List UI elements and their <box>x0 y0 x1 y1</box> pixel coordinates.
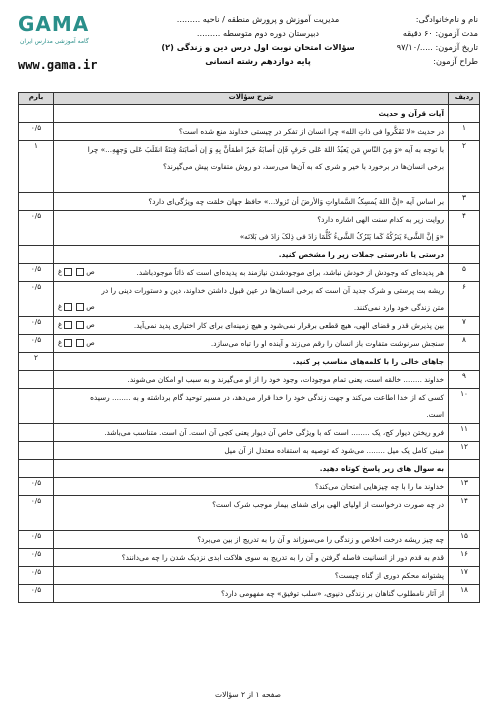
header-question-text: شرح سؤالات <box>54 93 449 105</box>
question-number: ۸ <box>449 335 480 353</box>
question-text <box>54 549 449 567</box>
question-number <box>449 246 480 264</box>
header-center-line: دبیرستان دوره دوم متوسطه ......... <box>196 28 320 38</box>
question-score: ۰/۵ <box>19 478 54 496</box>
question-score: ۰/۵ <box>19 211 54 246</box>
question-score <box>19 371 54 389</box>
question-row <box>19 193 480 211</box>
question-row <box>19 442 480 460</box>
question-line: خداوند ما را با چه چیزهایی امتحان می‌کند؟ <box>314 482 444 491</box>
question-number: ۱۰ <box>449 389 480 424</box>
question-text <box>54 317 449 335</box>
true-label: ص <box>86 303 95 311</box>
question-number: ۹ <box>449 371 480 389</box>
question-text <box>54 282 449 317</box>
question-score <box>19 460 54 478</box>
question-line: صغ بین پذیرش قدر و قضای الهی، هیچ قطعی برقرار نمی‌شود و هیچ زمینه‌ای برای کار اختیاری پدید نمی‌آید. <box>58 317 444 334</box>
question-text <box>54 531 449 549</box>
section-title-row <box>19 353 480 371</box>
question-line: در حدیث «لا تَفَکَّروا فی ذاتِ الله» چرا انسان از تفکر در چیستی خداوند منع شده است؟ <box>178 127 444 136</box>
question-score <box>19 389 54 424</box>
header-right-line: مدت آزمون: ۶۰ دقیقه <box>402 28 478 38</box>
question-row <box>19 141 480 193</box>
question-row <box>19 211 480 246</box>
header-right-line: طراح آزمون: <box>433 56 478 66</box>
question-line: است. <box>426 410 444 419</box>
question-text <box>54 478 449 496</box>
section-title-row <box>19 246 480 264</box>
gama-logo <box>18 12 130 74</box>
question-score <box>19 193 54 211</box>
logo-brand: GAMA <box>18 12 90 36</box>
question-row <box>19 282 480 317</box>
header-row-number: ردیف <box>449 93 480 105</box>
question-row <box>19 531 480 549</box>
question-number <box>449 460 480 478</box>
false-label: غ <box>58 321 63 329</box>
question-line: قدم به قدم دور از انسانیت فاصله گرفتن و آن را به تدریج به سوی هلاکت ابدی نزدیک شدن را چه می‌دانند؟ <box>121 553 444 562</box>
question-line: «وَ إنَّ الشَّیءَ یَترُکُهُ کَما یَتَرُکُ الشَّیءُ کُلُّمَا زادَ فی ذِلکَ زادَ فی بَلائه» <box>239 232 444 241</box>
question-row <box>19 424 480 442</box>
true-label: ص <box>86 321 95 329</box>
header-right-line: تاریخ آزمون: ...../۹۷/۱۰ <box>396 42 478 52</box>
false-label: غ <box>58 268 63 276</box>
question-score: ۲ <box>19 353 54 371</box>
question-row <box>19 567 480 585</box>
question-row <box>19 585 480 603</box>
table-header-row <box>19 93 480 105</box>
header-center-line: پایه دوازدهم رشته انسانی <box>205 56 311 66</box>
true-label: ص <box>86 339 95 347</box>
true-label: ص <box>86 268 95 276</box>
header-score: بارم <box>19 93 54 105</box>
question-number: ۲ <box>449 141 480 193</box>
true-false-options <box>58 299 95 316</box>
question-text <box>54 442 449 460</box>
question-number: ۱۴ <box>449 496 480 531</box>
header-right-line: نام و نام‌خانوادگی: <box>415 14 478 24</box>
question-line: صغ متن زندگی خود وارد نمی‌کنند. <box>58 299 444 316</box>
section-title-row <box>19 460 480 478</box>
question-line: از آثار نامطلوب گناهان بر زندگی دنیوی، «سلب توفیق» چه مفهومی دارد؟ <box>221 589 444 598</box>
question-number <box>449 353 480 371</box>
question-text <box>54 424 449 442</box>
header-center-line: سؤالات امتحان نوبت اول درس دین و زندگی (۲) <box>161 42 355 52</box>
question-number: ۱۵ <box>449 531 480 549</box>
question-row <box>19 317 480 335</box>
question-row <box>19 264 480 282</box>
true-checkbox[interactable] <box>76 303 84 311</box>
question-text <box>54 371 449 389</box>
question-score: ۱ <box>19 141 54 193</box>
question-text <box>54 105 449 123</box>
question-number: ۴ <box>449 211 480 246</box>
question-score: ۰/۵ <box>19 496 54 531</box>
question-text <box>54 460 449 478</box>
page-footer: صفحه ۱ از ۲ سؤالات <box>215 690 281 699</box>
false-label: غ <box>58 339 63 347</box>
question-line: به سوال های زیر پاسخ کوتاه دهید. <box>319 464 444 473</box>
question-line: صغ هر پدیده‌ای که وجودش از خودش نباشد، برای موجودشدن نیازمند به پدیده‌ای است که ذاتاً موجودباشد. <box>58 264 444 281</box>
true-false-options <box>58 264 95 281</box>
question-line: پشتوانه محکم دوری از گناه چیست؟ <box>334 571 444 580</box>
question-line: ریشه بت پرستی و شرک جدید آن است که برخی انسان‌ها در عین قبول داشتن خداوند، دین و دستورات دینی را در <box>101 286 444 295</box>
question-number: ۱۷ <box>449 567 480 585</box>
questions-table <box>18 92 480 603</box>
question-text <box>54 123 449 141</box>
question-number: ۱۶ <box>449 549 480 567</box>
question-text <box>54 141 449 193</box>
question-score: ۰/۵ <box>19 335 54 353</box>
logo-url: www.gama.ir <box>18 58 98 72</box>
false-checkbox[interactable] <box>64 321 72 329</box>
question-number: ۵ <box>449 264 480 282</box>
question-line: جاهای خالی را با کلمه‌های مناسب پر کنید. <box>292 357 444 366</box>
question-score <box>19 442 54 460</box>
question-score <box>19 246 54 264</box>
header-center-line: مدیریت آموزش و پرورش منطقه / ناحیه ......... <box>176 14 340 24</box>
question-number: ۱۱ <box>449 424 480 442</box>
true-checkbox[interactable] <box>76 268 84 276</box>
question-line <box>58 175 444 192</box>
question-row <box>19 549 480 567</box>
question-text <box>54 264 449 282</box>
question-row <box>19 478 480 496</box>
question-score <box>19 424 54 442</box>
question-text <box>54 353 449 371</box>
question-score: ۰/۵ <box>19 264 54 282</box>
true-checkbox[interactable] <box>76 321 84 329</box>
question-row <box>19 335 480 353</box>
question-number <box>449 105 480 123</box>
question-text <box>54 246 449 264</box>
false-checkbox[interactable] <box>64 268 72 276</box>
question-number: ۱۸ <box>449 585 480 603</box>
question-text <box>54 496 449 531</box>
question-line: در چه صورت درخواست از اولیای الهی برای شفای بیمار موجب شرک است؟ <box>212 500 444 509</box>
question-text <box>54 389 449 424</box>
question-number: ۱۳ <box>449 478 480 496</box>
question-row <box>19 371 480 389</box>
question-number: ۷ <box>449 317 480 335</box>
question-text <box>54 335 449 353</box>
question-line: چه چیز ریشه درخت اخلاص و زندگی را می‌سوزاند و آن را به تدریج از بین می‌برد؟ <box>197 535 444 544</box>
exam-header <box>18 10 478 90</box>
question-number: ۶ <box>449 282 480 317</box>
question-text <box>54 193 449 211</box>
question-score: ۰/۵ <box>19 585 54 603</box>
header-student-info <box>397 12 478 68</box>
false-checkbox[interactable] <box>64 339 72 347</box>
question-line: مبنی کامل یک میل ........ می‌شود که توصیه به استفاده معتدل از آن میل <box>224 446 444 455</box>
question-text <box>54 211 449 246</box>
question-score: ۰/۵ <box>19 317 54 335</box>
question-number: ۳ <box>449 193 480 211</box>
true-checkbox[interactable] <box>76 339 84 347</box>
question-line: آیات قرآن و حدیث <box>378 109 444 118</box>
question-score: ۰/۵ <box>19 531 54 549</box>
true-false-options <box>58 317 95 334</box>
question-line: صغ سنجش سرنوشت متفاوت باز انسان را رقم می‌زند و آینده او را تباه می‌سازد. <box>58 335 444 352</box>
false-checkbox[interactable] <box>64 303 72 311</box>
question-row <box>19 123 480 141</box>
question-score: ۰/۵ <box>19 123 54 141</box>
question-line: برخی انسان‌ها در برخورد با خیر و شری که به آن‌ها می‌رسد، دو روش متفاوت پیش می‌گیرند؟ <box>163 162 444 171</box>
question-row <box>19 496 480 531</box>
question-text <box>54 567 449 585</box>
question-number: ۱ <box>449 123 480 141</box>
logo-tagline: گامه آموزشی مدارس ایران <box>20 38 89 45</box>
question-number: ۱۲ <box>449 442 480 460</box>
question-text <box>54 585 449 603</box>
question-line: با توجه به آیه «وَ مِنَ النّاسِ مَن یَعبُدُ اللهَ عَلی حَرفٍ فَإن أصابَهُ خَیرٌ اطمَأنَّ بِهِ وَ إن أصابَتهُ فِتنَةٌ انقَلَبَ عَلی وَجهِهِ...» چرا <box>87 145 444 154</box>
question-line: خداوند ........ خالقه است، یعنی تمام موجودات، وجود خود را از او می‌گیرند و به سبب او امکان می‌شوند. <box>127 375 444 384</box>
question-line: درستی یا نادرستی جملات زیر را مشخص کنید. <box>278 250 444 259</box>
question-score: ۰/۵ <box>19 549 54 567</box>
question-line: بر اساس آیه «إنَّ اللهَ یُمسِکُ السَّماواتِ وَالأرضَ أن تَزولا...» حافظ جهان خلقت چه ویژگی‌ای دارد؟ <box>148 197 444 206</box>
question-score <box>19 105 54 123</box>
question-line: فرو ریختن دیوار کج، یک ........ است که با ویژگی خاص آن دیوار یعنی کجی آن است. آن است. متناسب می‌باشد. <box>104 428 444 437</box>
question-line: روایت زیر به کدام سنت الهی اشاره دارد؟ <box>317 215 444 224</box>
true-false-options <box>58 335 95 352</box>
false-label: غ <box>58 303 63 311</box>
question-row <box>19 389 480 424</box>
question-score: ۰/۵ <box>19 567 54 585</box>
question-line: کسی که از خدا اطاعت می‌کند و جهت زندگی خود را خدا قرار می‌دهد، در مسیر توحید گام برداشته و به ........ رسیده <box>90 393 444 402</box>
question-line <box>58 513 444 530</box>
section-title-row <box>19 105 480 123</box>
header-center-info <box>158 12 358 68</box>
question-score: ۰/۵ <box>19 282 54 317</box>
